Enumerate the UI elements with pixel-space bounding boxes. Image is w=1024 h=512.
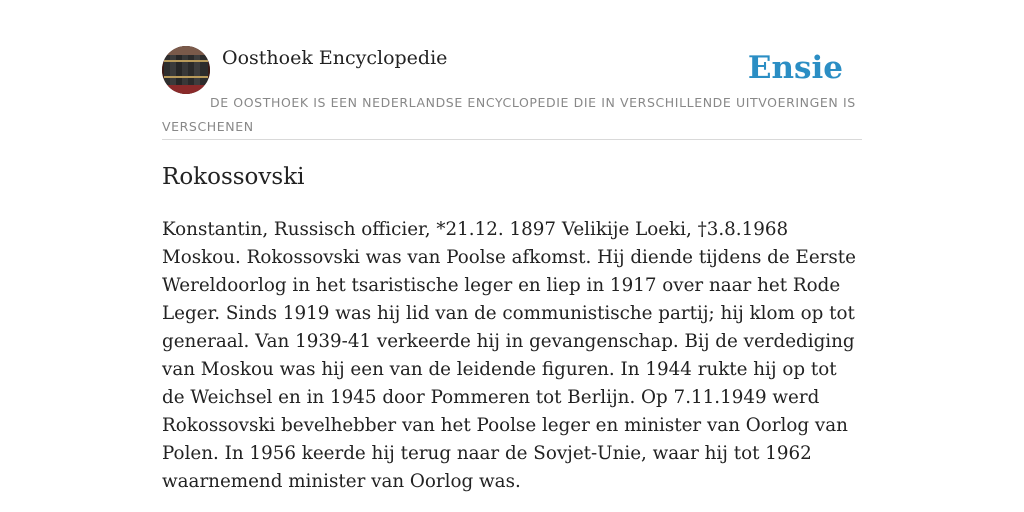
site-header: [162, 46, 862, 140]
encyclopedia-books-icon[interactable]: [162, 46, 210, 94]
article-body: Konstantin, Russisch officier, *21.12. 1897 Velikije Loeki, †3.8.1968 Moskou. Rokossovski was van Poolse afkomst. Hij diende tijdens de Eerste Wereldoorlog in het tsaristische leger en liep in 1917 over naar het Rode Leger. Sinds 1919 was hij lid van de communistische partij; hij klom op tot generaal. Van 1939-41 verkeerde hij in gevangenschap. Bij de verdediging van Moskou was hij een van de leidende figuren. In 1944 rukte hij op tot de Weichsel en in 1945 door Pommeren tot Berlijn. Op 7.11.1949 werd Rokossovski bevelhebber van het Poolse leger en minister van Oorlog van Polen. In 1956 keerde hij terug naar de Sovjet-Unie, waar hij tot 1962 waarnemend minister van Oorlog was.: [162, 219, 856, 492]
page-container: [162, 46, 862, 492]
article-title: Rokossovski: [162, 164, 305, 190]
site-name[interactable]: Oosthoek Encyclopedie: [222, 47, 448, 69]
brand-logo[interactable]: Ensie: [747, 50, 843, 86]
site-tagline: DE OOSTHOEK IS EEN NEDERLANDSE ENCYCLOPEDIE DIE IN VERSCHILLENDE UITVOERINGEN IS VERSCHENEN: [162, 95, 856, 134]
